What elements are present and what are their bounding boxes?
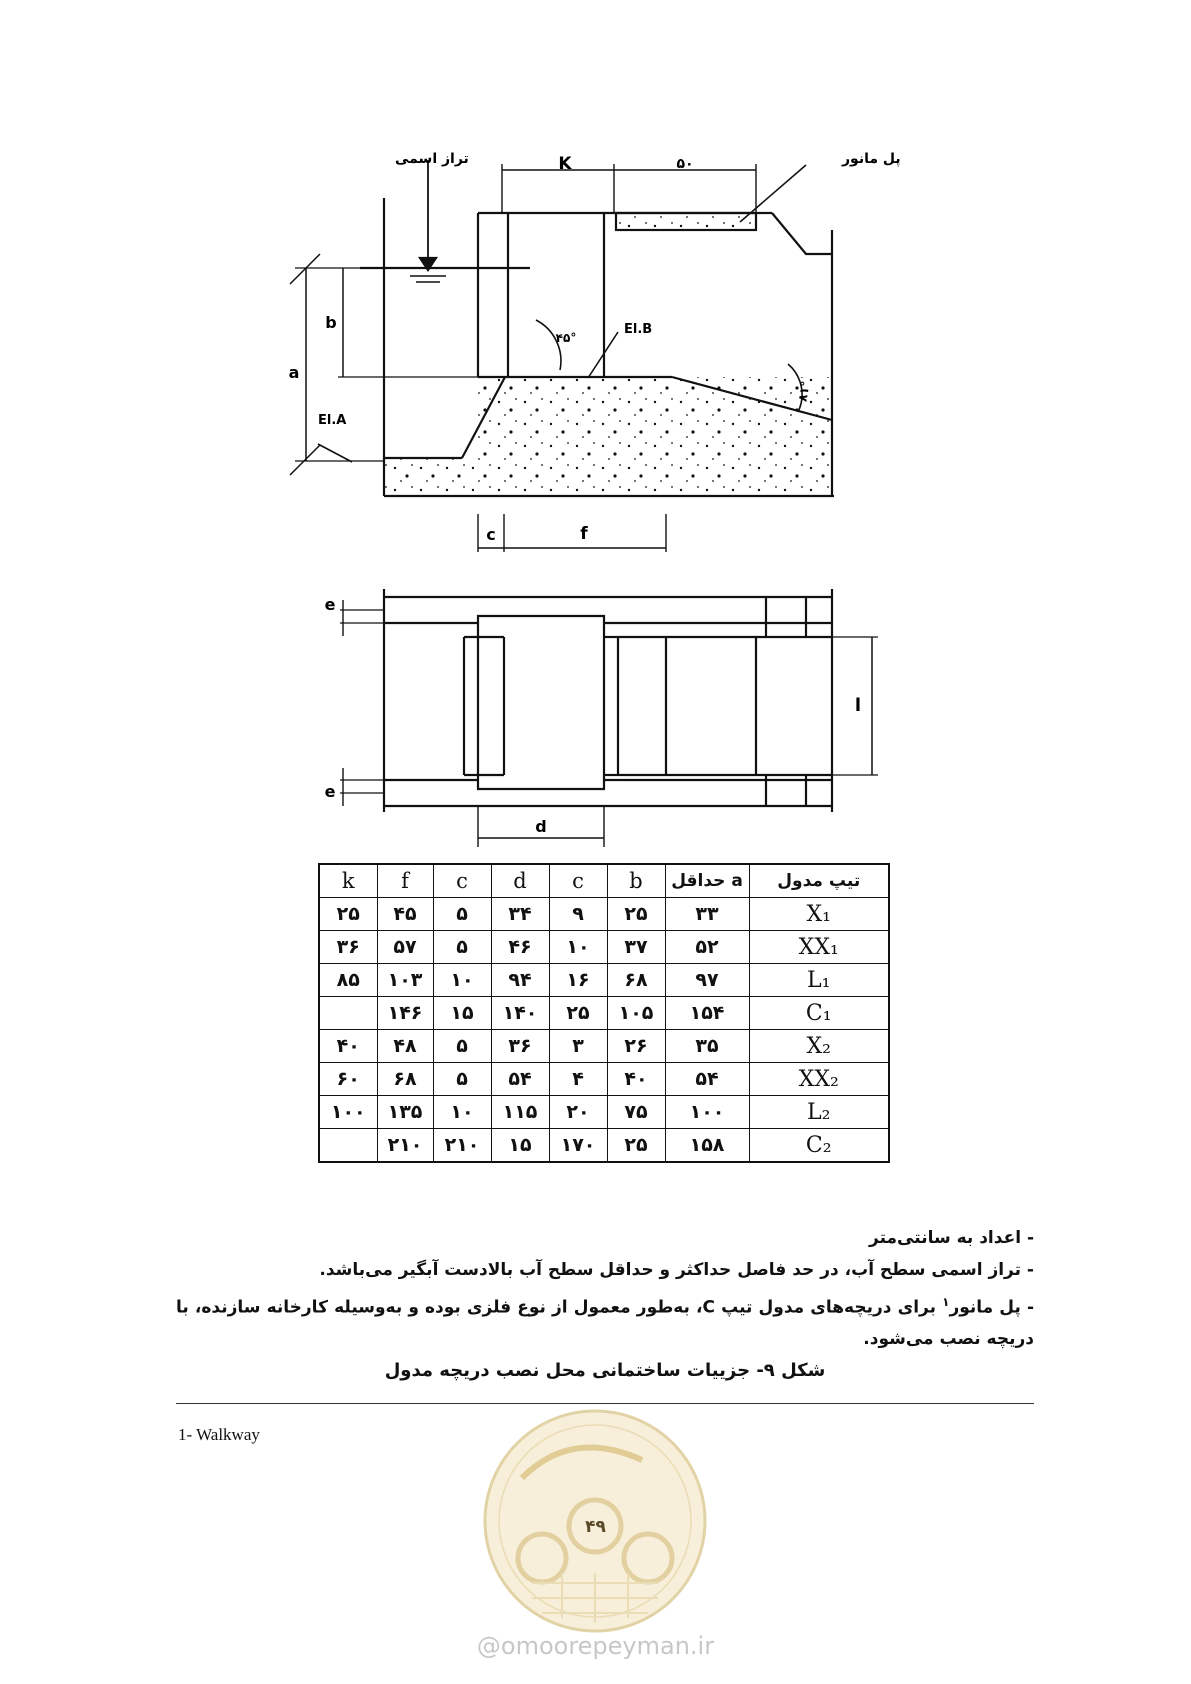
note-walkway-start: - پل مانور: [949, 1297, 1035, 1318]
module-type-cell: L₂: [749, 1096, 889, 1129]
module-type-cell: X₁: [749, 898, 889, 931]
table-cell: ۱۵: [433, 997, 491, 1030]
table-cell: ۱۵: [491, 1129, 549, 1163]
table-cell: ۱۵۸: [665, 1129, 749, 1163]
table-cell: ۷۵: [607, 1096, 665, 1129]
table-cell: ۸۵: [319, 964, 377, 997]
note-water-level: - تراز اسمی سطح آب، در حد فاصل حداکثر و حداقل سطح آب بالادست آبگیر می‌باشد.: [319, 1260, 1034, 1280]
table-row: [319, 1030, 889, 1063]
table-cell: ۹: [549, 898, 607, 931]
footnote-ref: ۱: [942, 1295, 950, 1309]
note-walkway: [176, 1287, 1034, 1355]
label-l: l: [854, 695, 862, 716]
table-cell: ۶۸: [377, 1063, 433, 1096]
table-cell: ۹۴: [491, 964, 549, 997]
table-cell: ۲۵: [549, 997, 607, 1030]
table-row: [319, 964, 889, 997]
module-type-cell: C₂: [749, 1129, 889, 1163]
table-cell: ۴۵: [377, 898, 433, 931]
label-el-a: El.A: [318, 413, 347, 428]
table-row: [319, 1063, 889, 1096]
label-f: f: [580, 524, 588, 544]
table-body: [319, 898, 889, 1163]
label-b: b: [325, 313, 337, 332]
table-row: [319, 931, 889, 964]
label-c: c: [486, 525, 496, 544]
label-angle: ۴۵°: [555, 331, 577, 345]
table-cell: ۶۸: [607, 964, 665, 997]
table-header-row: [319, 864, 889, 898]
table-cell: ۴۸: [377, 1030, 433, 1063]
table-cell: ۳۳: [665, 898, 749, 931]
table-cell: ۱۴۰: [491, 997, 549, 1030]
label-walkway: پل مانور: [842, 151, 901, 167]
table-cell: ۲۱۰: [377, 1129, 433, 1163]
col-header-a-min: a حداقل: [665, 864, 749, 898]
table-cell: ۵۴: [491, 1063, 549, 1096]
footnote-separator: [176, 1403, 1034, 1404]
table-row: [319, 997, 889, 1030]
table-cell: ۴: [549, 1063, 607, 1096]
table-cell: ۱۰: [433, 1096, 491, 1129]
col-header-c: c: [433, 864, 491, 898]
table-cell: ۴۰: [607, 1063, 665, 1096]
table-cell: ۲۱۰: [433, 1129, 491, 1163]
module-type-cell: L₁: [749, 964, 889, 997]
label-d: d: [535, 817, 547, 836]
table-cell: ۱۵۴: [665, 997, 749, 1030]
table-cell: ۱۱۵: [491, 1096, 549, 1129]
table-cell: [319, 997, 377, 1030]
table-cell: ۴۶: [491, 931, 549, 964]
table-cell: ۳: [549, 1030, 607, 1063]
table-cell: ۵۴: [665, 1063, 749, 1096]
table-cell: ۳۷: [607, 931, 665, 964]
module-type-cell: XX₁: [749, 931, 889, 964]
table-cell: ۲۵: [607, 1129, 665, 1163]
page-number: ۴۹: [585, 1517, 606, 1537]
table-cell: ۱۰۵: [607, 997, 665, 1030]
label-e-top: e: [324, 595, 336, 614]
col-header-module-type: تیپ مدول: [749, 864, 889, 898]
table-cell: ۱۶: [549, 964, 607, 997]
table-cell: ۹۷: [665, 964, 749, 997]
label-e-bottom: e: [324, 782, 336, 801]
label-el-b: El.B: [624, 322, 653, 337]
table-row: [319, 1129, 889, 1163]
module-type-cell: X₂: [749, 1030, 889, 1063]
label-angle2: ۸۱°: [795, 379, 813, 403]
table-cell: ۲۶: [607, 1030, 665, 1063]
module-type-cell: XX₂: [749, 1063, 889, 1096]
table-cell: ۱۷۰: [549, 1129, 607, 1163]
table-cell: ۵۲: [665, 931, 749, 964]
note-units: - اعداد به سانتی‌متر: [869, 1228, 1034, 1248]
table-cell: ۵: [433, 898, 491, 931]
col-header-k: k: [319, 864, 377, 898]
table-cell: ۵: [433, 1030, 491, 1063]
col-header-d: d: [491, 864, 549, 898]
table-cell: ۱۰۰: [665, 1096, 749, 1129]
table-cell: ۵۷: [377, 931, 433, 964]
table-cell: ۲۰: [549, 1096, 607, 1129]
module-spec-table: [318, 863, 890, 1163]
watermark-url: @omoorepeyman.ir: [476, 1632, 715, 1660]
table-cell: ۱۰۳: [377, 964, 433, 997]
table-cell: ۳۶: [491, 1030, 549, 1063]
table-row: [319, 1096, 889, 1129]
table-cell: ۲۵: [607, 898, 665, 931]
label-50: ۵۰: [676, 156, 694, 172]
table-cell: ۶۰: [319, 1063, 377, 1096]
table-cell: ۱۰۰: [319, 1096, 377, 1129]
table-cell: ۵: [433, 1063, 491, 1096]
label-water-level: تراز اسمی: [395, 151, 469, 167]
table-cell: [319, 1129, 377, 1163]
table-cell: ۴۰: [319, 1030, 377, 1063]
note-walkway-rest: برای دریچه‌های مدول تیپ C، به‌طور معمول از نوع فلزی بوده و به‌وسیله کارخانه سازنده، با دریچه نصب می‌شود.: [176, 1297, 1034, 1349]
table-cell: ۱۰: [433, 964, 491, 997]
col-header-c2: c: [549, 864, 607, 898]
table-cell: ۳۴: [491, 898, 549, 931]
table-cell: ۱۰: [549, 931, 607, 964]
col-header-f: f: [377, 864, 433, 898]
table-cell: ۱۳۵: [377, 1096, 433, 1129]
table-cell: ۲۵: [319, 898, 377, 931]
label-a: a: [288, 363, 300, 382]
module-type-cell: C₁: [749, 997, 889, 1030]
table-row: [319, 898, 889, 931]
table-cell: ۳۶: [319, 931, 377, 964]
figure-caption: شکل ۹- جزییات ساختمانی محل نصب دریچه مدول: [384, 1360, 826, 1381]
table-cell: ۱۴۶: [377, 997, 433, 1030]
footnote-walkway: 1- Walkway: [178, 1425, 260, 1444]
table-cell: ۳۵: [665, 1030, 749, 1063]
col-header-b: b: [607, 864, 665, 898]
table-cell: ۵: [433, 931, 491, 964]
label-k: K: [558, 154, 572, 174]
